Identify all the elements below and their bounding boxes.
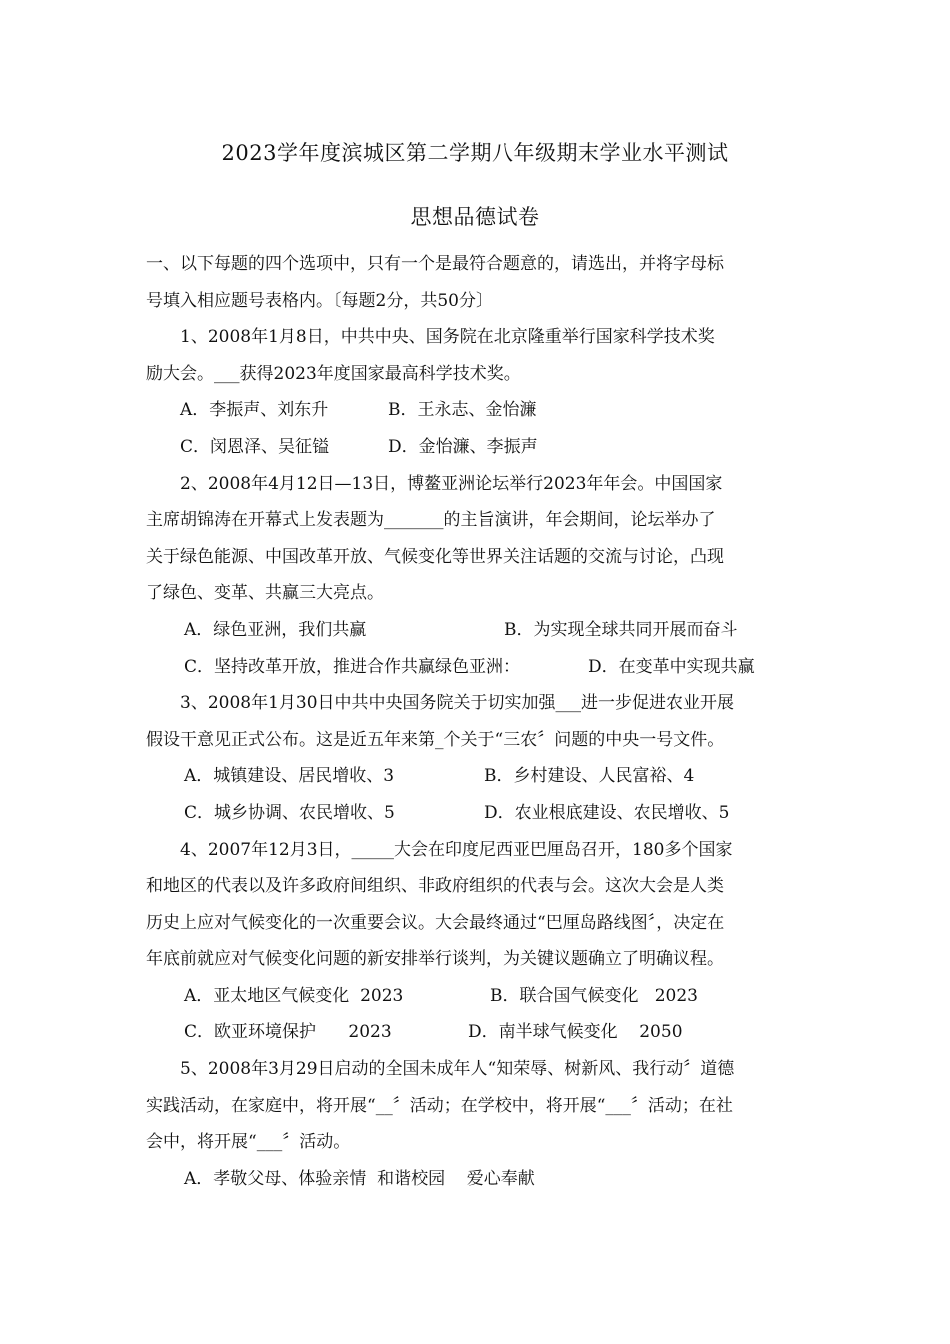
q5-blank-3: ___ bbox=[256, 1132, 283, 1153]
q1-options-row-2 bbox=[146, 429, 806, 466]
section-instruction-line-1: 一、以下每题的四个选项中，只有一个是最符合题意的，请选出，并将字母标 bbox=[146, 254, 724, 274]
q1-text-post: 获得2023年度国家最高科学技术奖。 bbox=[239, 363, 521, 384]
q5-line-2 bbox=[146, 1088, 806, 1125]
q5-option-a: A．孝敬父母、体验亲情 和谐校园 爱心奉献 bbox=[184, 1168, 535, 1189]
q1-option-b: B．王永志、金怡濂 bbox=[388, 400, 537, 421]
section-instruction-line-2: 号填入相应题号表格内。〔每题2分，共50分〕 bbox=[146, 290, 493, 311]
q4-option-a: A．亚太地区气候变化 2023 bbox=[184, 985, 404, 1006]
q3-blank-2: _ bbox=[435, 729, 444, 750]
q4-line-2: 和地区的代表以及许多政府间组织、非政府组织的代表与会。这次大会是人类 bbox=[146, 876, 724, 897]
q4-text-pre: 4、2007年12月3日， bbox=[180, 839, 352, 860]
q4-options-row-1 bbox=[146, 978, 806, 1015]
q2-options-row-2 bbox=[146, 649, 806, 686]
q5-line3-pre: 会中，将开展“ bbox=[146, 1132, 257, 1153]
q3-text-pre: 3、2008年1月30日中共中央国务院关于切实加强 bbox=[180, 693, 556, 714]
q5-options-row-1 bbox=[146, 1161, 806, 1198]
q5-text-mid: 〞活动；在学校中，将开展“ bbox=[392, 1095, 606, 1116]
q4-line-1 bbox=[146, 832, 806, 869]
q2-option-d: D．在变革中实现共赢 bbox=[588, 656, 755, 677]
q4-options-row-2 bbox=[146, 1014, 806, 1051]
q5-line3-post: 〞活动。 bbox=[282, 1132, 351, 1153]
q3-options-row-1 bbox=[146, 758, 806, 795]
q2-line-1: 2、2008年4月12日—13日，博鳌亚洲论坛举行2023年年会。中国国家 bbox=[180, 473, 723, 494]
q3-option-a: A．城镇建设、居民增收、3 bbox=[184, 766, 395, 787]
q4-blank: _____ bbox=[351, 839, 395, 860]
q5-line-3 bbox=[146, 1124, 806, 1161]
q4-line-4: 年底前就应对气候变化问题的新安排举行谈判，为关键议题确立了明确议程。 bbox=[146, 949, 724, 970]
q3-option-c: C．城乡协调、农民增收、5 bbox=[184, 802, 395, 823]
q4-option-b: B．联合国气候变化 2023 bbox=[490, 985, 698, 1006]
q3-line2-post: 个关于“三农〞问题的中央一号文件。 bbox=[443, 729, 725, 750]
q3-line2-pre: 假设干意见正式公布。这是近五年来第 bbox=[146, 729, 435, 750]
q5-text-post: 〞活动；在社 bbox=[630, 1095, 733, 1116]
page-title: 2023学年度滨城区第二学期八年级期末学业水平测试 bbox=[221, 141, 729, 165]
q2-text-pre: 主席胡锦涛在开幕式上发表题为 bbox=[146, 510, 384, 531]
q5-blank-2: ___ bbox=[605, 1095, 631, 1116]
q2-line-2 bbox=[146, 502, 806, 539]
q4-option-d: D．南半球气候变化 2050 bbox=[468, 1022, 683, 1043]
q1-line-2 bbox=[146, 356, 806, 393]
q4-line-3: 历史上应对气候变化的一次重要会议。大会最终通过“巴厘岛路线图〞，决定在 bbox=[146, 912, 725, 933]
q2-option-a: A．绿色亚洲，我们共赢 bbox=[184, 619, 367, 640]
q5-blank-1: __ bbox=[375, 1095, 393, 1116]
q2-text-post: 的主旨演讲，年会期间，论坛举办了 bbox=[443, 510, 716, 531]
q2-line-4: 了绿色、变革、共赢三大亮点。 bbox=[146, 583, 384, 604]
q3-blank-1: ___ bbox=[555, 693, 582, 714]
q4-text-post: 大会在印度尼西亚巴厘岛召开，180多个国家 bbox=[394, 839, 733, 860]
q2-line-3: 关于绿色能源、中国改革开放、气候变化等世界关注话题的交流与讨论，凸现 bbox=[146, 546, 724, 567]
q3-option-b: B．乡村建设、人民富裕、4 bbox=[484, 766, 695, 787]
q5-line-1: 5、2008年3月29日启动的全国未成年人“知荣辱、树新风、我行动〞道德 bbox=[180, 1059, 735, 1080]
q3-line-1 bbox=[146, 685, 806, 722]
q5-text-pre: 实践活动，在家庭中，将开展“ bbox=[146, 1095, 376, 1116]
q3-text-post: 进一步促进农业开展 bbox=[581, 693, 735, 714]
q2-blank: _______ bbox=[384, 510, 444, 531]
q1-option-d: D．金怡濂、李振声 bbox=[388, 436, 538, 457]
page-subtitle: 思想品德试卷 bbox=[410, 205, 540, 229]
q1-line-1: 1、2008年1月8日，中共中央、国务院在北京隆重举行国家科学技术奖 bbox=[180, 327, 715, 348]
document-body bbox=[146, 246, 806, 1197]
q4-option-c: C．欧亚环境保护 2023 bbox=[184, 1022, 392, 1043]
q2-options-row-1 bbox=[146, 612, 806, 649]
q1-blank: ___ bbox=[214, 363, 240, 384]
q1-option-a: A．李振声、刘东升 bbox=[180, 400, 329, 421]
q2-option-b: B．为实现全球共同开展而奋斗 bbox=[504, 619, 738, 640]
q1-option-c: C．闵恩泽、吴征镒 bbox=[180, 436, 330, 457]
q3-options-row-2 bbox=[146, 795, 806, 832]
q2-option-c: C．坚持改革开放，推进合作共赢绿色亚洲： bbox=[184, 656, 521, 677]
q1-options-row-1 bbox=[146, 392, 806, 429]
q1-text-pre: 励大会。 bbox=[146, 363, 214, 384]
q3-option-d: D．农业根底建设、农民增收、5 bbox=[484, 802, 730, 823]
q3-line-2 bbox=[146, 722, 806, 759]
